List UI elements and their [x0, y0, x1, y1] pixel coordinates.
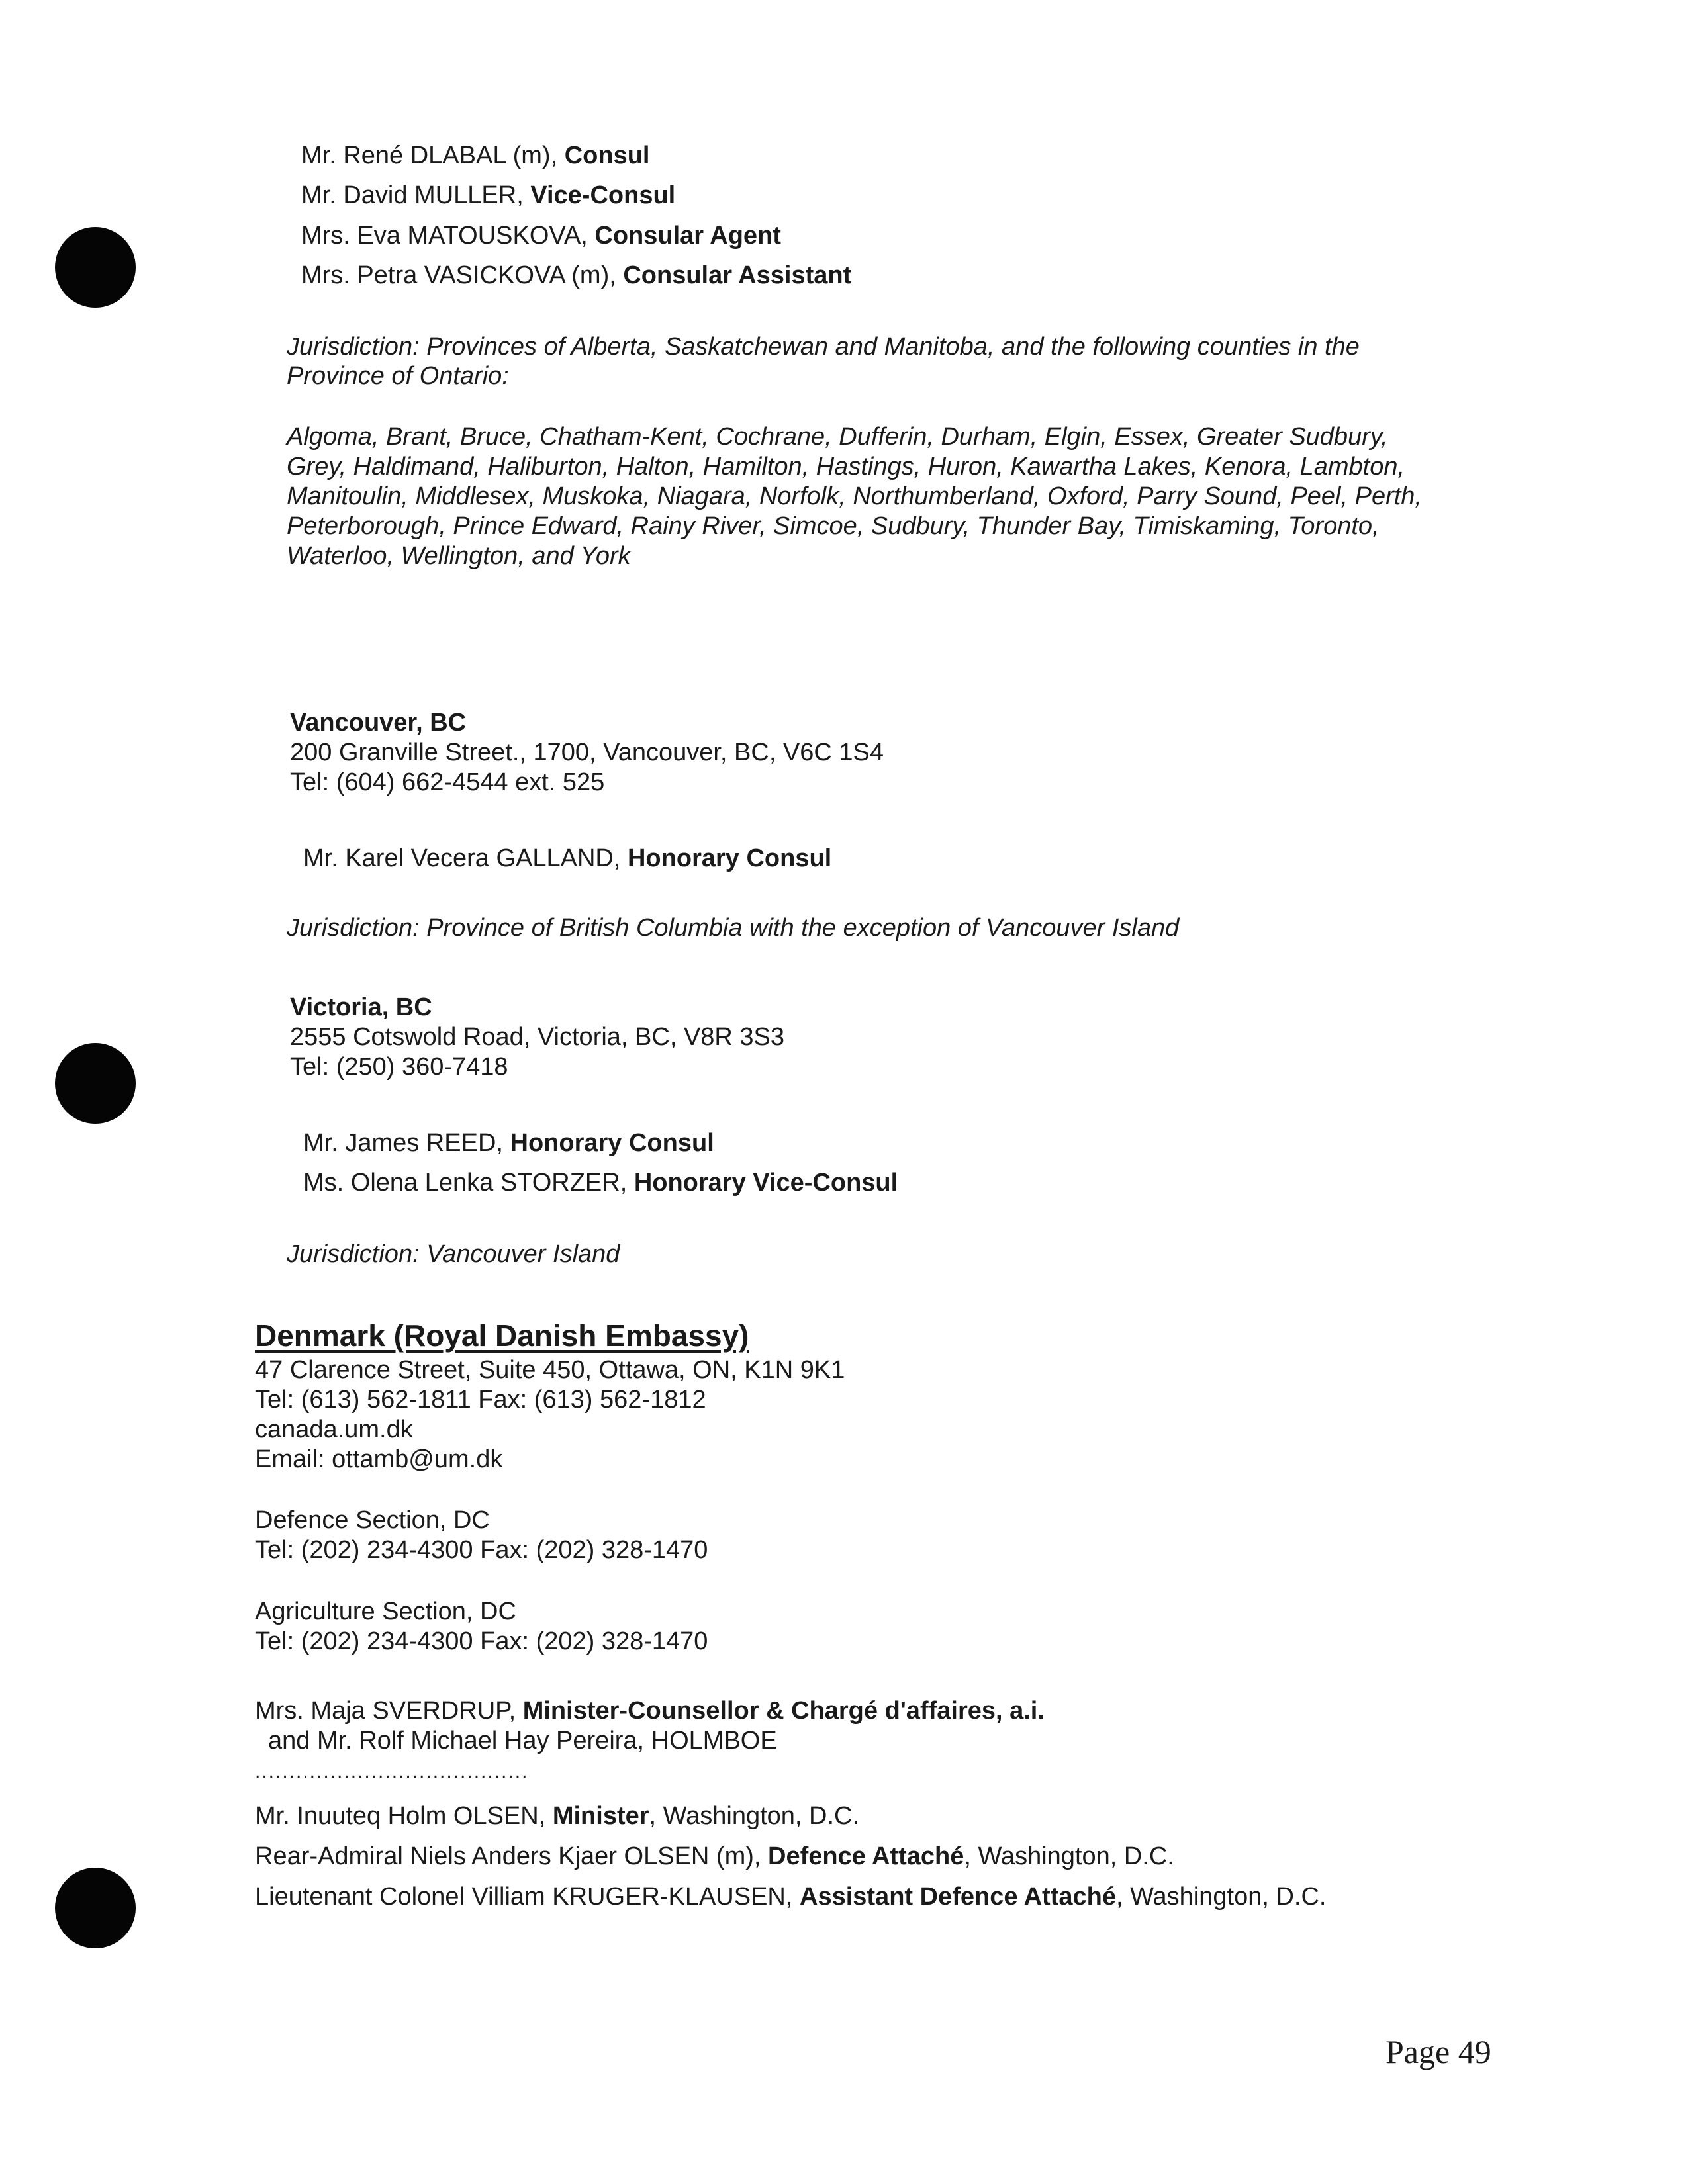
staff-title: Minister	[552, 1802, 649, 1830]
staff-name: Mr. René DLABAL (m),	[301, 142, 565, 169]
section-phone-fax: Tel: (202) 234-4300 Fax: (202) 328-1470	[255, 1536, 708, 1564]
embassy-address: 47 Clarence Street, Suite 450, Ottawa, ON, K1N 9K1	[255, 1356, 845, 1384]
staff-line	[255, 1842, 1174, 1871]
section-name: Agriculture Section, DC	[255, 1598, 516, 1625]
staff-name: Mrs. Petra VASICKOVA (m),	[301, 261, 624, 289]
staff-line	[255, 1801, 859, 1831]
spouse-line: and Mr. Rolf Michael Hay Pereira, HOLMBOE	[268, 1727, 777, 1754]
staff-line	[301, 141, 649, 170]
jurisdiction-text-cont: Province of Ontario:	[287, 362, 509, 390]
embassy-phone-fax: Tel: (613) 562-1811 Fax: (613) 562-1812	[255, 1386, 706, 1414]
section-name: Defence Section, DC	[255, 1506, 490, 1534]
jurisdiction-text: Jurisdiction: Province of British Columbia with the exception of Vancouver Island	[287, 914, 1180, 942]
staff-location: , Washington, D.C.	[1115, 1883, 1327, 1911]
staff-title: Assistant Defence Attaché	[800, 1883, 1116, 1911]
embassy-website: canada.um.dk	[255, 1416, 413, 1443]
office-phone: Tel: (604) 662-4544 ext. 525	[290, 768, 605, 796]
staff-line	[301, 261, 851, 290]
staff-line	[301, 181, 675, 210]
staff-line	[301, 221, 781, 250]
staff-location: , Washington, D.C.	[964, 1843, 1174, 1870]
office-address: 200 Granville Street., 1700, Vancouver, BC, V6C 1S4	[290, 739, 884, 766]
staff-name: Rear-Admiral Niels Anders Kjaer OLSEN (m),	[255, 1843, 768, 1870]
jurisdiction-text: Jurisdiction: Vancouver Island	[287, 1240, 620, 1268]
jurisdiction-text: Jurisdiction: Provinces of Alberta, Saskatchewan and Manitoba, and the following counties in the	[287, 333, 1360, 361]
staff-title: Honorary Consul	[510, 1129, 714, 1157]
staff-line	[303, 844, 831, 873]
staff-name: Ms. Olena Lenka STORZER,	[303, 1169, 634, 1197]
staff-title: Consular Agent	[594, 222, 781, 250]
staff-title: Minister-Counsellor & Chargé d'affaires, a.i.	[522, 1697, 1045, 1725]
staff-name: Mrs. Eva MATOUSKOVA,	[301, 222, 595, 250]
section-phone-fax: Tel: (202) 234-4300 Fax: (202) 328-1470	[255, 1627, 708, 1655]
staff-name: Mr. James REED,	[303, 1129, 510, 1157]
binder-hole-middle	[55, 1043, 136, 1124]
staff-title: Honorary Vice-Consul	[633, 1169, 898, 1197]
binder-hole-bottom	[55, 1868, 136, 1948]
staff-line	[255, 1882, 1326, 1911]
office-city: Victoria, BC	[290, 993, 432, 1021]
staff-title: Honorary Consul	[627, 844, 832, 872]
country-heading: Denmark (Royal Danish Embassy)	[255, 1318, 749, 1353]
staff-title: Consular Assistant	[623, 261, 852, 289]
staff-title: Vice-Consul	[530, 181, 676, 209]
office-city: Vancouver, BC	[290, 709, 467, 737]
office-phone: Tel: (250) 360-7418	[290, 1053, 508, 1081]
binder-hole-top	[55, 227, 136, 308]
embassy-email: Email: ottamb@um.dk	[255, 1445, 503, 1473]
ontario-counties-list: Algoma, Brant, Bruce, Chatham-Kent, Cochrane, Dufferin, Durham, Elgin, Essex, Greater Sudbury, Grey, Haldimand, Haliburton, Halton, Hamilton, Hastings, Huron, Kawartha Lakes, Kenora, Lambton, Manitoulin, Middlesex, Muskoka, Niagara, Norfolk, Northumberland, Oxford, Parry Sound, Peel, Perth, Peterborough, Prince Edward, Rainy River, Simcoe, Sudbury, Thunder Bay, Timiskaming, Toronto, Waterloo, Wellington, and York	[287, 423, 1422, 570]
staff-name: Mr. Karel Vecera GALLAND,	[303, 844, 628, 872]
staff-name: Lieutenant Colonel Villiam KRUGER-KLAUSEN,	[255, 1883, 800, 1911]
staff-title: Consul	[564, 142, 650, 169]
staff-location: , Washington, D.C.	[649, 1802, 860, 1830]
page-number: Page 49	[1385, 2033, 1491, 2070]
staff-name: Mr. Inuuteq Holm OLSEN,	[255, 1802, 553, 1830]
dotted-separator: ........................................	[255, 1760, 529, 1782]
staff-line	[303, 1128, 714, 1158]
office-address: 2555 Cotswold Road, Victoria, BC, V8R 3S3	[290, 1023, 785, 1051]
staff-name: Mrs. Maja SVERDRUP,	[255, 1697, 523, 1725]
staff-title: Defence Attaché	[768, 1843, 964, 1870]
head-of-mission	[255, 1696, 1045, 1725]
staff-name: Mr. David MULLER,	[301, 181, 531, 209]
staff-line	[303, 1168, 898, 1197]
